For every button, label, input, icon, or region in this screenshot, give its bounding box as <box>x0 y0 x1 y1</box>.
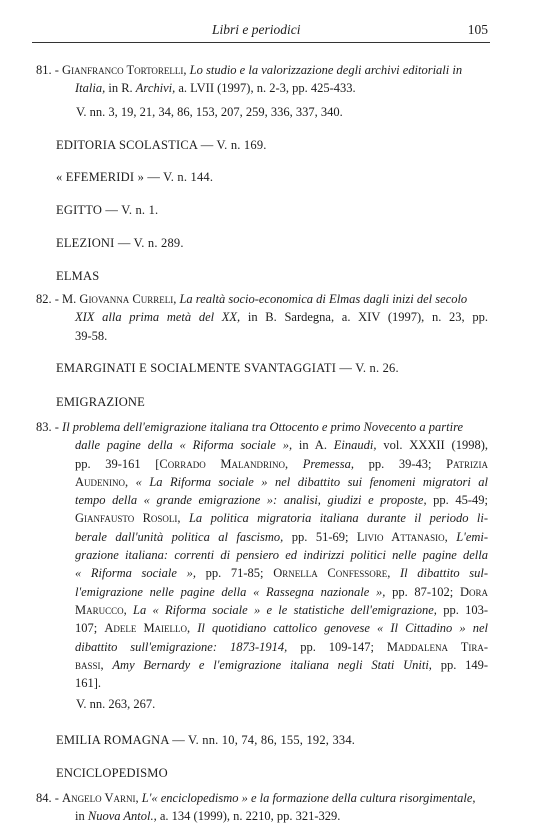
entry-83 <box>36 418 488 692</box>
entry-81 <box>36 61 488 98</box>
entry-line: 161]. <box>75 676 102 691</box>
entry-line: dibattito sull'emigrazione: 1873-1914, pp. 109-147; Maddalena Tira- <box>75 639 489 654</box>
entry-line: bassi, Amy Bernardy e l'emigrazione italiana negli Stati Uniti, pp. 149- <box>75 657 489 672</box>
subject-heading: EDITORIA SCOLASTICA — V. n. 169. <box>56 138 267 152</box>
entry-author: Gianfranco Tortorelli, <box>62 63 187 77</box>
page-number: 105 <box>467 22 488 37</box>
entry-line: l'emigrazione nelle pagine della « Rassegna nazionale », pp. 87-102; Dora <box>75 584 489 599</box>
entry-line: Audenino, « La Riforma sociale » nel dibattito sui fenomeni migratori al <box>75 474 488 489</box>
running-title: Libri e periodici <box>212 22 301 37</box>
entry-line <box>36 418 488 436</box>
entry-82 <box>36 290 488 345</box>
entry-84 <box>36 789 488 826</box>
subject-heading: EMIGRAZIONE <box>56 395 145 409</box>
cross-reference: V. nn. 263, 267. <box>76 697 156 711</box>
entry-line: XIX alla prima metà del XX, in B. Sardegna, a. XIV (1997), n. 23, pp. <box>75 310 489 325</box>
entry-number: 81. - <box>36 63 59 77</box>
subject-heading: ELEZIONI — V. n. 289. <box>56 236 184 250</box>
entry-title: L'« enciclopedismo » e la formazione della cultura risorgimentale, <box>141 791 476 805</box>
subject-heading: « EFEMERIDI » — V. n. 144. <box>56 170 214 184</box>
entry-title: Lo studio e la valorizzazione degli archivi editoriali in <box>189 63 463 77</box>
entry-line: dalle pagine della « Riforma sociale », in A. Einaudi, vol. XXXII (1998), <box>75 438 488 453</box>
subject-heading: EGITTO — V. n. 1. <box>56 203 159 217</box>
subject-heading: ENCICLOPEDISMO <box>56 766 168 780</box>
entry-line: « Riforma sociale », pp. 71-85; Ornella Confessore, Il dibattito sul- <box>75 566 489 581</box>
subject-heading: ELMAS <box>56 269 100 283</box>
running-header <box>40 22 488 42</box>
entry-line: 107; Adele Maiello, Il quotidiano cattolico genovese « Il Cittadino » nel <box>75 621 488 636</box>
entry-line: Gianfausto Rosoli, La politica migratoria italiana durante il periodo li- <box>75 511 488 526</box>
entry-line: 39-58. <box>75 328 108 343</box>
entry-line: pp. 39-161 [Corrado Malandrino, Premessa, pp. 39-43; Patrizia <box>75 456 489 471</box>
entry-line: grazione italiana: correnti di pensiero ed indirizzi politici nelle pagine della <box>75 548 488 563</box>
cross-reference: V. nn. 3, 19, 21, 34, 86, 153, 207, 259, 336, 337, 340. <box>76 105 343 119</box>
entry-title: Il problema dell'emigrazione italiana tra Ottocento e primo Novecento a partire <box>62 420 464 434</box>
subject-heading: EMILIA ROMAGNA — V. nn. 10, 74, 86, 155, 192, 334. <box>56 733 356 747</box>
entry-number: 83. - <box>36 420 59 434</box>
entry-author: Angelo Varni, <box>62 791 139 805</box>
entry-line <box>36 61 488 79</box>
entry-title: La realtà socio-economica di Elmas dagli inizi del secolo <box>179 292 468 306</box>
entry-number: 82. - <box>36 292 59 306</box>
header-rule <box>32 42 490 43</box>
entry-line: Marucco, La « Riforma sociale » e le statistiche dell'emigrazione, pp. 103- <box>75 602 488 617</box>
entry-author: M. Giovanna Curreli, <box>62 292 177 306</box>
entry-line: in Nuova Antol., a. 134 (1999), n. 2210, pp. 321-329. <box>75 809 341 824</box>
entry-line: Italia, in R. Archivi, a. LVII (1997), n. 2-3, pp. 425-433. <box>75 81 356 96</box>
subject-heading: EMARGINATI E SOCIALMENTE SVANTAGGIATI — V. n. 26. <box>56 361 399 375</box>
entry-line <box>36 789 488 807</box>
entry-line <box>36 290 488 308</box>
entry-line: berale dall'unità politica al fascismo, pp. 51-69; Livio Attanasio, L'emi- <box>75 529 489 544</box>
entry-number: 84. - <box>36 791 59 805</box>
entry-line: tempo della « grande emigrazione »: analisi, giudizi e proposte, pp. 45-49; <box>75 493 488 508</box>
